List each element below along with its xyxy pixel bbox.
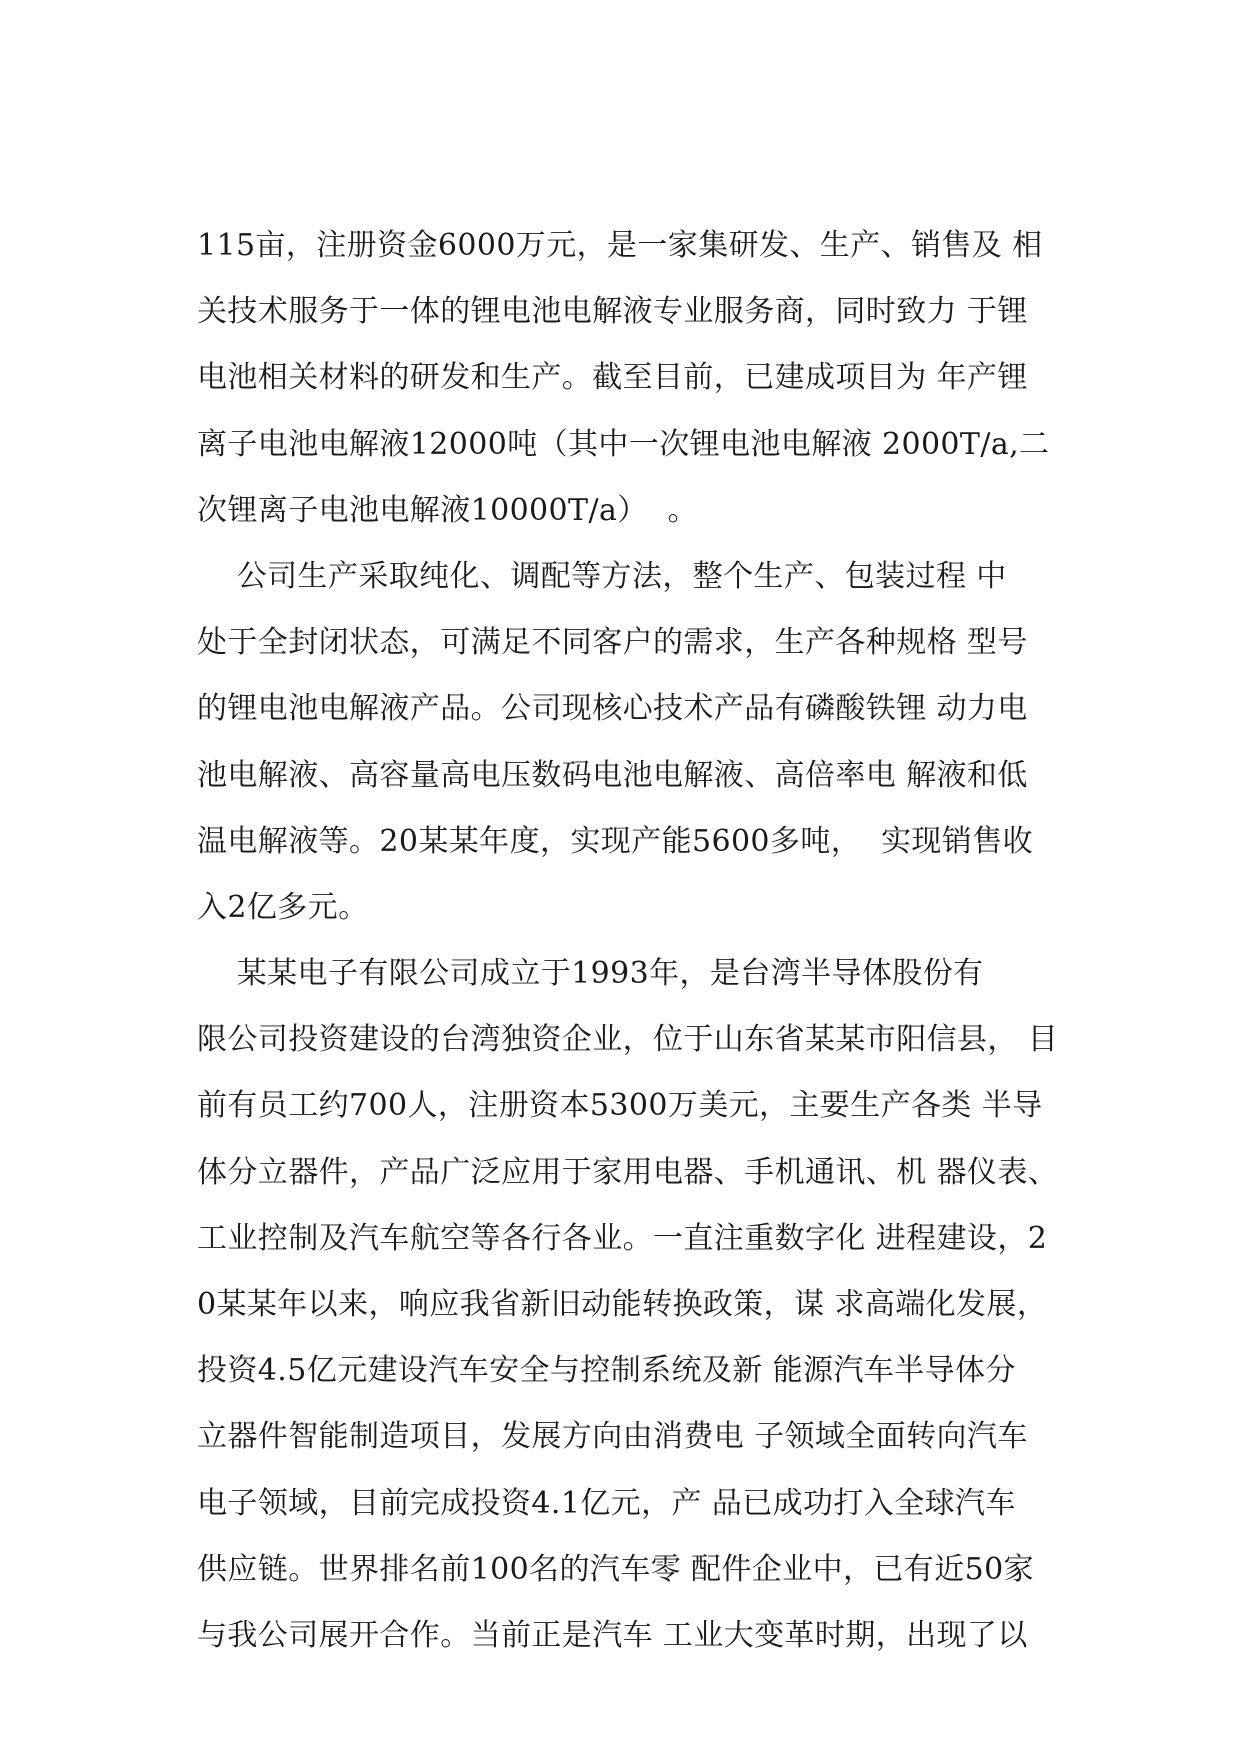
text-line: 的锂电池电解液产品。公司现核心技术产品有磷酸铁锂 动力电 [197,691,1028,727]
paragraph-start-line: 公司生产采取纯化、调配等方法，整个生产、包装过程 中 [197,558,1007,594]
text-line: 前有员工约700人，注册资本5300万美元，主要生产各类 半导 [197,1088,1043,1124]
text-line: 离子电池电解液12000吨（其中一次锂电池电解液 2000T/a,二 [197,426,1050,462]
text-line: 工业控制及汽车航空等各行各业。一直注重数字化 进程建设，2 [197,1220,1048,1256]
text-line: 温电解液等。20某某年度，实现产能5600多吨， 实现销售收 [197,823,1033,859]
text-line: 处于全封闭状态，可满足不同客户的需求，生产各种规格 型号 [197,625,1028,661]
text-line: 电池相关材料的研发和生产。截至目前，已建成项目为 年产锂 [197,360,1028,396]
text-line: 与我公司展开合作。当前正是汽车 工业大变革时期，出现了以 [197,1617,1028,1653]
text-line: 立器件智能制造项目，发展方向由消费电 子领域全面转向汽车 [197,1419,1028,1455]
text-line: 池电解液、高容量高电压数码电池电解液、高倍率电 解液和低 [197,757,1028,793]
text-line: 电子领域，目前完成投资4.1亿元，产 品已成功打入全球汽车 [197,1485,1016,1521]
text-line: 投资4.5亿元建设汽车安全与控制系统及新 能源汽车半导体分 [197,1353,1016,1389]
text-line: 关技术服务于一体的锂电池电解液专业服务商，同时致力 于锂 [197,294,1028,330]
body-text [197,213,1077,1669]
text-line: 入2亿多元。 [197,889,369,925]
text-line: 0某某年以来，响应我省新旧动能转换政策，谋 求高端化发展， [197,1287,1048,1322]
text-line: 限公司投资建设的台湾独资企业，位于山东省某某市阳信县， 目 [197,1022,1059,1058]
paragraph-start-line: 某某电子有限公司成立于1993年，是台湾半导体股份有 [197,956,984,992]
text-line: 体分立器件，产品广泛应用于家用电器、手机通讯、机 器仪表、 [197,1154,1059,1190]
text-line: 115亩，注册资金6000万元，是一家集研发、生产、销售及 相 [197,228,1043,263]
text-line: 供应链。世界排名前100名的汽车零 配件企业中，已有近50家 [197,1551,1034,1587]
text-line: 次锂离子电池电解液10000T/a） 。 [197,492,698,528]
